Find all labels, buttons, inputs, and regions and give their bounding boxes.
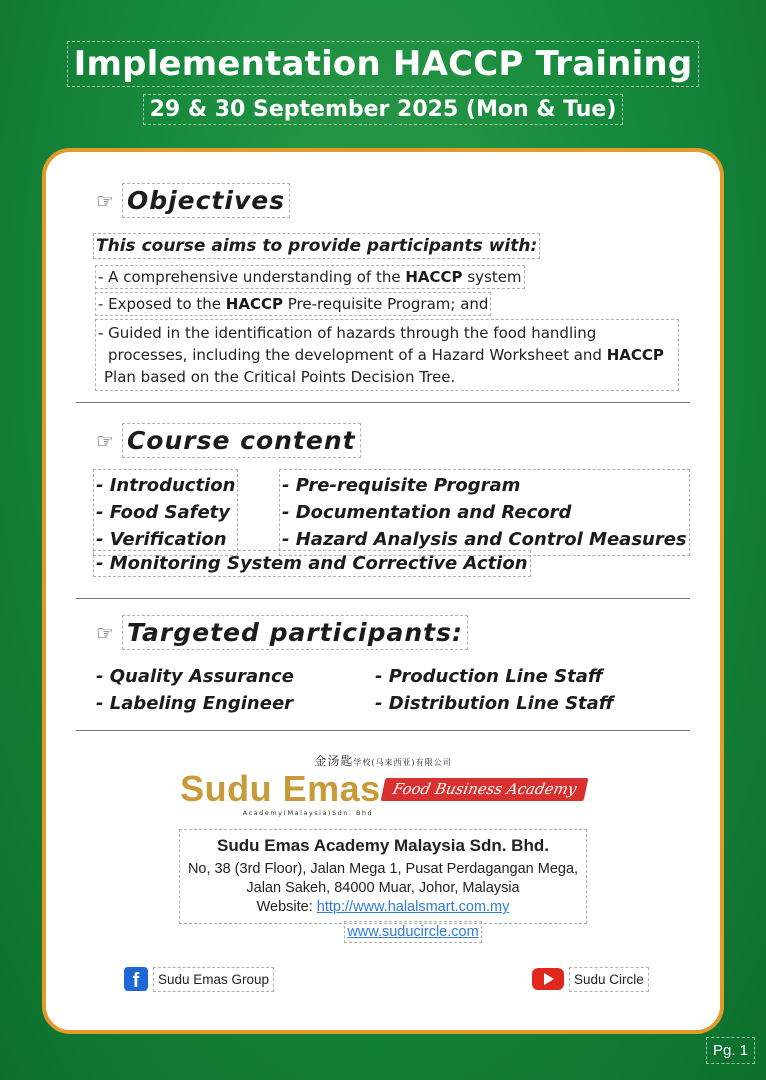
date-text: 29 & 30 September 2025 (Mon & Tue) — [146, 97, 621, 122]
objective-item-3: - Guided in the identification of hazards through the food handling processes, including the development of a Hazard Worksheet and HACCP Plan based on the Critical Points Decision Tree. — [98, 322, 676, 388]
company-name: Sudu Emas Academy Malaysia Sdn. Bhd. — [217, 836, 549, 855]
list-item: - Hazard Analysis and Control Measures — [282, 529, 687, 550]
address-line: No, 38 (3rd Floor), Jalan Mega 1, Pusat Perdagangan Mega, — [187, 861, 579, 877]
course-content-heading — [96, 426, 358, 455]
objective-item-1: - A comprehensive understanding of the HACCP system — [98, 268, 522, 286]
divider — [76, 730, 690, 731]
company-address — [46, 832, 720, 942]
divider — [76, 598, 690, 599]
facebook-icon: f — [124, 967, 148, 991]
objectives-title: Objectives — [126, 186, 286, 215]
youtube-link[interactable] — [532, 968, 646, 990]
pointing-hand-icon: ☞ — [96, 428, 115, 453]
objectives-heading — [96, 186, 287, 215]
page-number: Pg. 1 — [709, 1040, 752, 1061]
list-item: - Production Line Staff — [375, 666, 603, 687]
website-label: Website: — [256, 899, 317, 915]
list-item: - Pre-requisite Program — [282, 475, 521, 496]
targeted-list-left — [96, 663, 294, 717]
youtube-label: Sudu Circle — [574, 971, 644, 987]
list-item: - Verification — [96, 529, 227, 550]
course-item-monitoring: - Monitoring System and Corrective Action — [96, 553, 528, 574]
list-item: - Labeling Engineer — [96, 693, 294, 714]
list-item: - Distribution Line Staff — [375, 693, 614, 714]
sudu-emas-logo: 金汤匙学校(马来西亚)有限公司 Sudu Emas Food Business Academy Academy(Malaysia)Sdn. Bhd — [46, 752, 720, 817]
objective-item-2: - Exposed to the HACCP Pre-requisite Program; and — [98, 295, 489, 313]
list-item: - Food Safety — [96, 502, 231, 523]
website-link-halalsmart[interactable]: http://www.halalsmart.com.my — [316, 899, 510, 915]
facebook-link[interactable] — [124, 967, 271, 991]
title-text: Implementation HACCP Training — [70, 44, 697, 84]
website-link-suducircle[interactable]: www.suducircle.com — [347, 924, 479, 940]
content-card — [42, 148, 724, 1034]
divider — [76, 402, 690, 403]
list-item: - Quality Assurance — [96, 666, 294, 687]
targeted-heading — [96, 618, 465, 647]
targeted-list-right — [375, 663, 614, 717]
pointing-hand-icon: ☞ — [96, 188, 115, 213]
course-list-left — [96, 472, 235, 553]
header-date — [0, 97, 766, 122]
course-content-title: Course content — [126, 426, 356, 455]
course-list-right — [282, 472, 687, 553]
address-line: Jalan Sakeh, 84000 Muar, Johor, Malaysia — [246, 880, 520, 896]
youtube-icon — [532, 968, 564, 990]
targeted-title: Targeted participants: — [126, 618, 463, 647]
objectives-lead: This course aims to provide participants with: — [96, 236, 538, 256]
header-title — [0, 44, 766, 84]
facebook-label: Sudu Emas Group — [158, 971, 270, 987]
list-item: - Introduction — [96, 475, 236, 496]
list-item: - Documentation and Record — [282, 502, 572, 523]
pointing-hand-icon: ☞ — [96, 620, 115, 645]
